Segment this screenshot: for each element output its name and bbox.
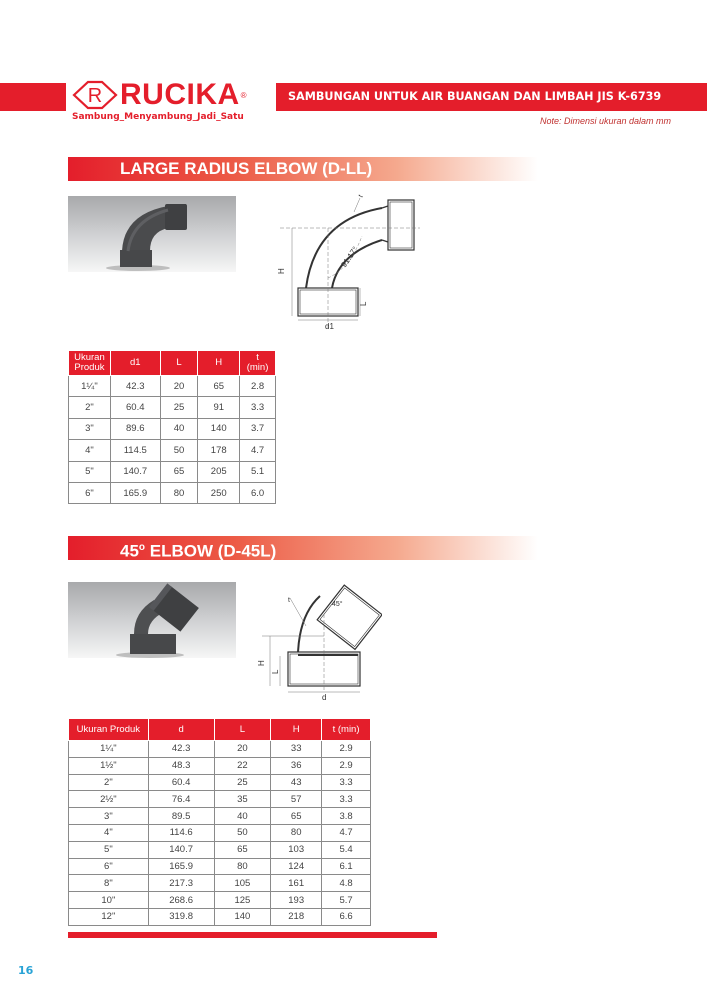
table-row — [69, 774, 371, 791]
table-row — [69, 418, 276, 439]
table-cell: 60.4 — [110, 397, 160, 418]
column-header-size: Ukuran Produk — [69, 719, 149, 741]
table-cell: 3" — [69, 808, 149, 825]
table-cell: 5" — [69, 841, 149, 858]
45-elbow-table — [68, 718, 371, 926]
table-cell: 319.8 — [148, 908, 214, 925]
large-radius-elbow-drawing — [270, 188, 420, 333]
table-cell: 1¼" — [69, 741, 149, 758]
table-header-row — [69, 351, 276, 376]
table-cell: 140 — [198, 418, 240, 439]
table-cell: 80 — [214, 858, 271, 875]
column-header-size: Ukuran Produk — [69, 351, 111, 376]
table-cell: 89.6 — [110, 418, 160, 439]
table-row — [69, 841, 371, 858]
registered-mark: ® — [240, 90, 247, 100]
rucika-diamond-icon — [72, 80, 118, 110]
table-row — [69, 482, 276, 503]
table-cell: 6" — [69, 482, 111, 503]
svg-text:t: t — [288, 597, 290, 604]
rucika-logo — [72, 79, 262, 127]
section-title-45-elbow — [68, 536, 538, 560]
section-title-large-radius-elbow — [68, 157, 538, 181]
table-cell: 10" — [69, 892, 149, 909]
table-cell: 65 — [198, 376, 240, 397]
table-cell: 20 — [214, 741, 271, 758]
table-cell: 40 — [214, 808, 271, 825]
table-cell: 6.6 — [322, 908, 371, 925]
table-row — [69, 741, 371, 758]
table-row — [69, 892, 371, 909]
table-cell: 2.9 — [322, 757, 371, 774]
table-cell: 80 — [160, 482, 198, 503]
table-cell: 4.7 — [322, 824, 371, 841]
table-cell: 3.3 — [322, 791, 371, 808]
table-cell: 250 — [198, 482, 240, 503]
table-cell: 25 — [214, 774, 271, 791]
table-cell: 205 — [198, 461, 240, 482]
table-cell: 3" — [69, 418, 111, 439]
table-cell: 161 — [271, 875, 322, 892]
section-title-text: LARGE RADIUS ELBOW (D-LL) — [120, 159, 373, 178]
table-cell: 4" — [69, 824, 149, 841]
table-cell: 42.3 — [110, 376, 160, 397]
45-elbow-photo — [68, 582, 236, 658]
table-cell: 57 — [271, 791, 322, 808]
table-cell: 2" — [69, 397, 111, 418]
table-cell: 125 — [214, 892, 271, 909]
table-cell: 165.9 — [148, 858, 214, 875]
table-cell: 5.7 — [322, 892, 371, 909]
table-cell: 218 — [271, 908, 322, 925]
table-cell: 20 — [160, 376, 198, 397]
table-cell: 60.4 — [148, 774, 214, 791]
table-cell: 3.3 — [322, 774, 371, 791]
table-cell: 76.4 — [148, 791, 214, 808]
table-cell: 33 — [271, 741, 322, 758]
svg-text:d: d — [322, 693, 327, 702]
table-cell: 42.3 — [148, 741, 214, 758]
table-cell: 8" — [69, 875, 149, 892]
table-row — [69, 875, 371, 892]
table-cell: 80 — [271, 824, 322, 841]
column-header-l: L — [160, 351, 198, 376]
table-row — [69, 757, 371, 774]
table-cell: 50 — [214, 824, 271, 841]
page-number: 16 — [18, 964, 34, 977]
table-cell: 193 — [271, 892, 322, 909]
table-header-row — [69, 719, 371, 741]
table-cell: 36 — [271, 757, 322, 774]
table-row — [69, 376, 276, 397]
brand-tagline: Sambung_Menyambung_Jadi_Satu — [72, 112, 244, 122]
table-cell: 114.6 — [148, 824, 214, 841]
table-cell: 2.9 — [322, 741, 371, 758]
table-row — [69, 824, 371, 841]
column-header-h: H — [271, 719, 322, 741]
footer-accent-bar — [68, 932, 437, 938]
dimension-note: Note: Dimensi ukuran dalam mm — [539, 116, 671, 126]
table-cell: 140 — [214, 908, 271, 925]
table-cell: 4.8 — [322, 875, 371, 892]
table-cell: 140.7 — [110, 461, 160, 482]
table-cell: 50 — [160, 440, 198, 461]
45-elbow-drawing — [252, 574, 382, 704]
table-cell: 103 — [271, 841, 322, 858]
table-cell: 6" — [69, 858, 149, 875]
table-cell: 2½" — [69, 791, 149, 808]
table-row — [69, 440, 276, 461]
section-title-suffix: ELBOW (D-45L) — [145, 541, 277, 561]
header-accent-bar — [0, 83, 66, 111]
table-cell: 165.9 — [110, 482, 160, 503]
table-cell: 43 — [271, 774, 322, 791]
table-cell: 3.3 — [240, 397, 276, 418]
table-row — [69, 397, 276, 418]
column-header-h: H — [198, 351, 240, 376]
table-cell: 1½" — [69, 757, 149, 774]
table-cell: 2" — [69, 774, 149, 791]
table-cell: 3.7 — [240, 418, 276, 439]
svg-text:t: t — [357, 193, 365, 199]
large-radius-elbow-photo — [68, 196, 236, 272]
table-cell: 48.3 — [148, 757, 214, 774]
svg-text:H: H — [277, 268, 286, 274]
table-cell: 5.4 — [322, 841, 371, 858]
column-header-d1: d1 — [110, 351, 160, 376]
column-header-l: L — [214, 719, 271, 741]
brand-name: RUCIKA — [120, 78, 240, 111]
svg-text:H: H — [257, 660, 266, 666]
table-cell: 12" — [69, 908, 149, 925]
column-header-t: t (min) — [322, 719, 371, 741]
table-cell: 5" — [69, 461, 111, 482]
column-header-d: d — [148, 719, 214, 741]
table-cell: 6.1 — [322, 858, 371, 875]
table-cell: 65 — [160, 461, 198, 482]
degree-mark: o — [138, 542, 146, 553]
table-cell: 6.0 — [240, 482, 276, 503]
svg-text:L: L — [271, 669, 280, 674]
large-radius-elbow-table — [68, 350, 276, 504]
table-cell: 140.7 — [148, 841, 214, 858]
table-cell: 1¼" — [69, 376, 111, 397]
table-row — [69, 791, 371, 808]
table-cell: 4.7 — [240, 440, 276, 461]
table-cell: 89.5 — [148, 808, 214, 825]
svg-text:L: L — [359, 301, 368, 306]
table-cell: 91 — [198, 397, 240, 418]
table-row — [69, 808, 371, 825]
table-cell: 114.5 — [110, 440, 160, 461]
table-cell: 25 — [160, 397, 198, 418]
table-cell: 5.1 — [240, 461, 276, 482]
document-title: SAMBUNGAN UNTUK AIR BUANGAN DAN LIMBAH JIS K-6739 — [288, 90, 662, 103]
table-cell: 268.6 — [148, 892, 214, 909]
section-title-prefix: 45 — [120, 541, 139, 561]
table-cell: 22 — [214, 757, 271, 774]
table-cell: 35 — [214, 791, 271, 808]
svg-text:R: R — [87, 85, 103, 107]
table-cell: 4" — [69, 440, 111, 461]
elbow-90-image-icon — [68, 196, 236, 272]
document-title-bar — [276, 83, 707, 111]
table-cell: 2.8 — [240, 376, 276, 397]
table-row — [69, 908, 371, 925]
table-cell: 3.8 — [322, 808, 371, 825]
elbow-45-image-icon — [68, 582, 236, 658]
table-row — [69, 858, 371, 875]
column-header-t: t (min) — [240, 351, 276, 376]
table-row — [69, 461, 276, 482]
table-cell: 40 — [160, 418, 198, 439]
table-cell: 124 — [271, 858, 322, 875]
table-cell: 65 — [271, 808, 322, 825]
svg-text:d1: d1 — [325, 322, 334, 331]
table-cell: 178 — [198, 440, 240, 461]
table-cell: 217.3 — [148, 875, 214, 892]
table-cell: 65 — [214, 841, 271, 858]
svg-text:45°: 45° — [332, 601, 343, 608]
svg-text:91.17°: 91.17° — [339, 244, 360, 270]
table-cell: 105 — [214, 875, 271, 892]
